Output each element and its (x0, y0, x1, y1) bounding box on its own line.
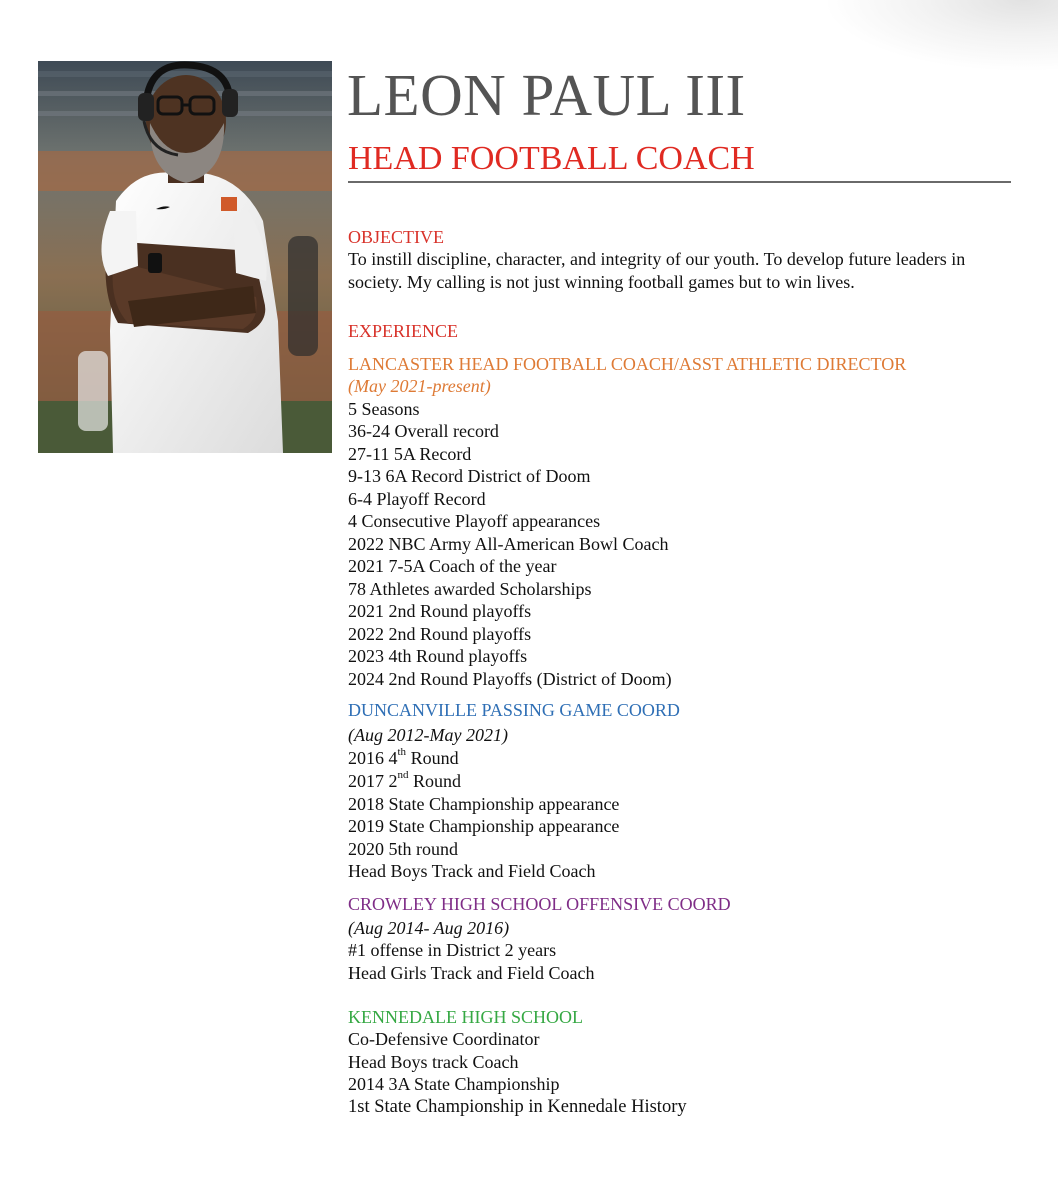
job-title: KENNEDALE HIGH SCHOOL (348, 1007, 583, 1027)
ordinal-suffix: th (397, 745, 407, 758)
list-item: 5 Seasons (348, 398, 420, 419)
list-item: 2019 State Championship appearance (348, 816, 620, 836)
header-divider (348, 181, 1011, 183)
experience-heading: EXPERIENCE (348, 321, 458, 341)
list-item (348, 770, 1018, 793)
coach-photo (38, 61, 332, 453)
job-title: DUNCANVILLE PASSING GAME COORD (348, 700, 680, 720)
item-text: 2016 4 (348, 747, 398, 768)
job-duncanville (348, 699, 1018, 883)
ordinal-suffix: nd (397, 769, 409, 781)
item-text: 2017 2 (348, 771, 398, 791)
list-item: 1st State Championship in Kennedale History (348, 1096, 687, 1117)
page-corner-shadow (828, 0, 1058, 70)
list-item (348, 747, 1018, 770)
list-item: 2022 NBC Army All-American Bowl Coach (348, 533, 669, 554)
list-item: 4 Consecutive Playoff appearances (348, 511, 601, 531)
item-text: Round (408, 771, 462, 791)
list-item: 2024 2nd Round Playoffs (District of Doom) (348, 668, 672, 689)
list-item: Co-Defensive Coordinator (348, 1029, 540, 1049)
list-item: 2014 3A State Championship (348, 1074, 560, 1094)
coach-name: LEON PAUL III (347, 62, 746, 128)
job-dates: (Aug 2012-May 2021) (348, 725, 508, 745)
resume-body (348, 226, 1018, 1118)
list-item: 9-13 6A Record District of Doom (348, 466, 591, 486)
job-dates: (Aug 2014- Aug 2016) (348, 917, 510, 938)
list-item: 78 Athletes awarded Scholarships (348, 578, 592, 599)
job-kennedale (348, 1006, 1018, 1118)
job-lancaster (348, 353, 1018, 690)
list-item: 6-4 Playoff Record (348, 488, 486, 509)
list-item: 27-11 5A Record (348, 443, 472, 464)
job-dates: (May 2021-present) (348, 376, 491, 396)
list-item: Head Boys track Coach (348, 1051, 519, 1072)
objective-text: To instill discipline, character, and integrity of our youth. To develop future leaders in society. My calling is not just winning football games but to win lives. (348, 249, 966, 292)
list-item: 36-24 Overall record (348, 421, 499, 441)
list-item: 2018 State Championship appearance (348, 793, 620, 814)
list-item: Head Boys Track and Field Coach (348, 861, 596, 881)
list-item: 2022 2nd Round playoffs (348, 623, 532, 644)
job-crowley (348, 893, 1018, 985)
job-title: CROWLEY HIGH SCHOOL OFFENSIVE COORD (348, 893, 731, 914)
list-item: 2020 5th round (348, 838, 458, 859)
objective-heading: OBJECTIVE (348, 227, 444, 247)
list-item: Head Girls Track and Field Coach (348, 962, 595, 983)
list-item: 2021 7-5A Coach of the year (348, 556, 557, 576)
list-item: 2023 4th Round playoffs (348, 646, 528, 666)
coach-title: HEAD FOOTBALL COACH (348, 140, 755, 177)
job-title: LANCASTER HEAD FOOTBALL COACH/ASST ATHLETIC DIRECTOR (348, 354, 907, 374)
list-item: 2021 2nd Round playoffs (348, 601, 532, 621)
list-item: #1 offense in District 2 years (348, 940, 557, 960)
item-text: Round (406, 747, 459, 768)
